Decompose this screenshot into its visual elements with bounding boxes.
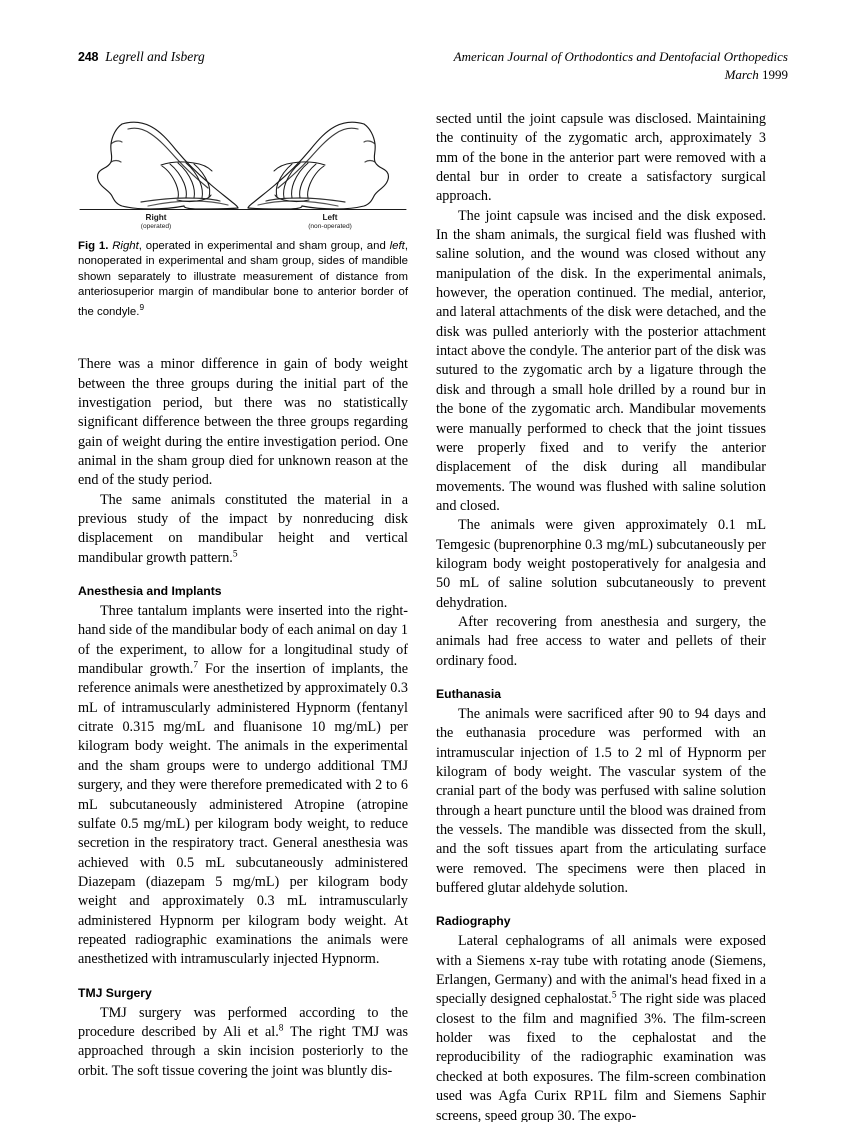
issue-month: March (724, 67, 759, 82)
figure-caption-italic-left: left (389, 240, 405, 252)
issue-year: 1999 (762, 67, 788, 82)
journal-title: American Journal of Orthodontics and Dentofacial Orthopedics (453, 49, 788, 64)
paragraph-anesthesia (78, 602, 408, 970)
paragraph-radiography-text-a: Lateral cephalograms of all animals were exposed with a Siemens x-ray tube with rotating anode (Siemens, Erlangen, Germany) and with the animal's head fixed in a specially designed cephalostat. (436, 933, 766, 1008)
reference-marker-5b: 5 (611, 990, 617, 1001)
heading-anesthesia-and-implants: Anesthesia and Implants (78, 584, 222, 599)
paragraph-disk-exposed: The joint capsule was incised and the disk exposed. In the sham animals, the surgical field was flushed with saline solution, and the wound was closed without any manipulation of the disk. In the experimental animals, however, the operation continued. The medial, anterior, and lateral attachments of the disk were detached, and the disk was pulled anteriorly with the posterior attachment intact above the condyle. The anterior part of the disk was sutured to the zygomatic arch by a ligature through the disk and through a small hole drilled by a round bur in the bone of the zygomatic arch. Mandibular movements were manually performed to check that the joint tissues were properly fixed and to verify the anterior displacement of the disk during all mandibular movements. The wound was flushed with saline solution and closed. (436, 207, 766, 514)
issue-date (454, 66, 788, 84)
paragraph-joint-capsule-disclosed: sected until the joint capsule was disclosed. Maintaining the continuity of the zygomatic arch, approximately 3 mm of the bone in the anterior part were removed with a dental bur in order to create a satisfactory surgical approach. (436, 111, 766, 205)
reference-marker-8: 8 (278, 1023, 284, 1034)
figure-sublabel-right: (operated) (140, 223, 172, 230)
paragraph-previous-study-text: The same animals constituted the material in a previous study of the impact by nonreducing disk displacement on mandibular height and vertical mandibular growth pattern. (78, 491, 408, 566)
paragraph-previous-study (78, 491, 408, 568)
paragraph-weight-gain: There was a minor difference in gain of body weight between the three groups during the initial part of the investigation period, but there was no statistically significant difference between the three groups regarding gain of weight during the entire investigation period. One animal in the sham group died for unknown reason at the end of the study period. (78, 356, 408, 489)
paragraph-radiography-text-b: The right side was placed closest to the film and magnified 3%. The film-screen holder was fixed to the cephalostat and the reproducibility of the radiographic examination was checked at both exposures. The film-screen combination used was Agfa Curix RP1L film and Siemens Saphir screens, speed group 30. The expo- (436, 991, 766, 1122)
paragraph-euthanasia: The animals were sacrificed after 90 to 94 days and the euthanasia procedure was performed with an intramuscular injection of 1.5 to 2 ml of Hypnorm per kilogram of body weight. The vascular system of the cranial part of the body was perfused with saline solution through a heart puncture until the blood was drained from the vessels. The mandible was dissected from the skull, and the soft tissues apart from the articulating surface were removed. The specimens were then placed in buffered glutar aldehyde solution. (436, 705, 766, 897)
reference-marker-7: 7 (193, 660, 198, 671)
right-column (436, 110, 766, 1122)
paragraph-temgesic: The animals were given approximately 0.1 mL Temgesic (buprenorphine 0.3 mg/mL) subcutaneously per kilogram body weight postoperatively for analgesia and 50 mL of saline solution subcutaneously to prevent dehydration. (436, 517, 766, 611)
figure-caption-text-1: , operated in experimental and sham group, and (138, 240, 390, 252)
figure-caption-italic-right: Right (112, 240, 139, 252)
figure-caption-label: Fig 1. (78, 240, 109, 252)
left-column (78, 110, 408, 1081)
mandible-illustration (78, 110, 408, 230)
running-head-authors: Legrell and Isberg (105, 49, 205, 64)
heading-radiography: Radiography (436, 914, 511, 929)
paragraph-tmj-text-a: TMJ surgery was performed according to the procedure described by Ali et al. (78, 1004, 408, 1040)
heading-euthanasia: Euthanasia (436, 686, 502, 701)
figure-caption-reference: 9 (139, 302, 145, 313)
paragraph-tmj-surgery (78, 1004, 408, 1081)
heading-tmj-surgery: TMJ Surgery (78, 985, 152, 1000)
figure-label-right: Right (145, 213, 167, 222)
figure-caption (78, 239, 408, 320)
page-number: 248 (78, 50, 99, 64)
paragraph-recovery: After recovering from anesthesia and surgery, the animals had free access to water and pellets of their ordinary food. (436, 613, 766, 669)
reference-marker-5: 5 (232, 548, 238, 559)
running-head-right (454, 48, 788, 84)
paragraph-tmj-text-b: The right TMJ was approached through a skin incision posteriorly to the orbit. The soft tissue covering the joint was bluntly dis- (78, 1023, 408, 1079)
figure-label-left: Left (322, 213, 338, 222)
paragraph-anesthesia-text-a: Three tantalum implants were inserted into the right-hand side of the mandibular body of each animal on day 1 of the experiment, to allow for a longitudinal study of mandibular growth. (78, 603, 408, 678)
figure-sublabel-left: (non-operated) (308, 223, 352, 230)
paragraph-anesthesia-text-b: For the insertion of implants, the reference animals were anesthetized by approximately 0.3 mL of intramuscularly administered Hypnorm (fentanyl citrate 0.315 mg/mL and fluanisone 10 mg/mL) per kilogram body weight. The animals in the experimental and the sham groups were to undergo additional TMJ surgery, and they were therefore premedicated with 2 to 6 mL subcutaneously administered Atropine (atropine sulfate 0.5 mg/mL) per kilogram body weight, to reduce secretion in the respiratory tract. General anesthesia was achieved with 0.5 mL subcutaneously administered Diazepam (diazepam 5 mg/mL) per kilogram body weight and approximately 0.3 mL intramuscularly administered Hypnorm per kilogram body weight. At repeated radiographic examinations the animals were anesthetized with intramuscularly injected Hypnorm. (78, 661, 408, 968)
figure-1 (78, 110, 408, 320)
figure-caption-text-2: , nonoperated in experimental and sham group, sides of mandible shown separately to illustrate measurement of distance from anteriosuperior margin of mandibular bone to anterior border of the condyle. (78, 240, 408, 318)
running-head-left (78, 48, 205, 66)
running-head (78, 48, 788, 90)
paragraph-radiography (436, 932, 766, 1122)
figure-text-spacer (78, 326, 408, 341)
